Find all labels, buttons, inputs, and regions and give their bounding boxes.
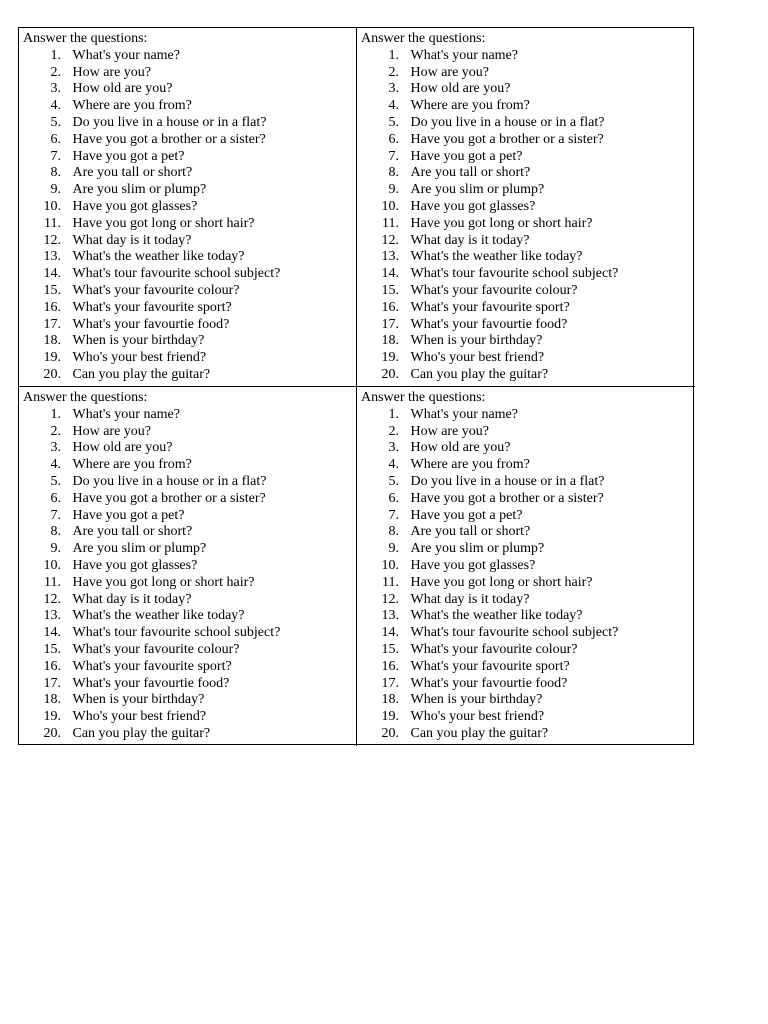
question-number: 17. [381,675,399,691]
question-number: 11. [382,574,399,590]
question-text: Are you slim or plump? [410,541,545,557]
question-item [361,149,695,166]
question-item [23,350,356,367]
question-item [23,424,356,441]
question-item [361,558,695,575]
question-text: What's tour favourite school subject? [72,266,281,282]
question-text: Have you got a pet? [72,148,185,164]
question-number: 20. [381,725,399,741]
question-number: 8. [388,524,399,540]
question-item [361,659,695,676]
worksheet-cell-bottom-right [357,387,695,746]
question-text: How are you? [72,64,152,80]
cell-heading: Answer the questions: [361,390,486,405]
question-item [23,199,356,216]
worksheet-cell-top-left [19,28,357,387]
question-list [361,48,695,384]
question-text: What's your favourite sport? [72,658,232,674]
question-item [361,48,695,65]
question-number: 15. [43,282,61,298]
question-number: 12. [43,232,61,248]
question-item [23,149,356,166]
question-item [361,524,695,541]
question-item [23,575,356,592]
question-text: What's tour favourite school subject? [410,625,619,641]
question-item [23,233,356,250]
question-text: Are you slim or plump? [72,182,207,198]
question-text: Can you play the guitar? [410,725,549,741]
question-text: Have you got glasses? [72,557,198,573]
question-number: 19. [381,709,399,725]
question-item [361,709,695,726]
question-number: 5. [388,114,399,130]
question-number: 8. [388,165,399,181]
question-item [361,440,695,457]
question-item [361,266,695,283]
question-number: 18. [43,333,61,349]
question-item [361,333,695,350]
question-item [361,508,695,525]
question-text: Have you got a brother or a sister? [72,131,266,147]
question-item [361,216,695,233]
question-text: Have you got long or short hair? [410,215,593,231]
question-item [361,457,695,474]
question-number: 11. [382,215,399,231]
question-item [23,367,356,384]
question-text: Who's your best friend? [410,350,545,366]
question-text: How are you? [72,423,152,439]
question-item [361,676,695,693]
question-item [361,132,695,149]
question-item [23,216,356,233]
question-number: 18. [381,692,399,708]
question-item [361,98,695,115]
question-item [23,182,356,199]
question-number: 19. [43,350,61,366]
question-text: What's your favourite sport? [72,299,232,315]
question-item [23,249,356,266]
question-text: Have you got glasses? [410,557,536,573]
question-text: How old are you? [72,81,173,97]
question-number: 17. [43,316,61,332]
question-item [361,424,695,441]
question-text: What's your name? [410,406,518,422]
question-number: 2. [50,64,61,80]
question-number: 11. [44,574,61,590]
question-item [361,81,695,98]
question-item [23,625,356,642]
question-number: 14. [381,266,399,282]
question-number: 10. [43,198,61,214]
question-number: 13. [43,608,61,624]
question-text: Do you live in a house or in a flat? [410,114,605,130]
question-number: 13. [43,249,61,265]
question-text: Are you slim or plump? [410,182,545,198]
question-text: What's your name? [410,47,518,63]
question-text: What's your favourite colour? [72,641,240,657]
question-text: Are you tall or short? [410,165,531,181]
question-text: Have you got a brother or a sister? [410,131,604,147]
question-text: Are you tall or short? [72,524,193,540]
question-text: Have you got a brother or a sister? [410,490,604,506]
question-number: 12. [381,232,399,248]
question-number: 16. [381,658,399,674]
question-item [23,48,356,65]
question-text: What's your favourite colour? [410,282,578,298]
question-text: Have you got long or short hair? [72,215,255,231]
question-number: 16. [381,299,399,315]
question-number: 9. [50,182,61,198]
question-item [23,491,356,508]
question-number: 7. [388,148,399,164]
question-number: 9. [388,541,399,557]
question-item [361,592,695,609]
question-text: Have you got long or short hair? [410,574,593,590]
question-number: 10. [43,557,61,573]
question-number: 5. [50,114,61,130]
question-number: 18. [43,692,61,708]
question-number: 4. [388,457,399,473]
question-text: Have you got a pet? [410,507,523,523]
question-number: 19. [381,350,399,366]
question-item [23,524,356,541]
question-text: When is your birthday? [410,333,543,349]
question-number: 14. [43,625,61,641]
question-text: What's your favourtie food? [72,675,230,691]
question-item [23,283,356,300]
question-item [23,558,356,575]
question-item [361,692,695,709]
question-item [23,608,356,625]
question-item [361,115,695,132]
question-number: 13. [381,249,399,265]
question-list [23,407,356,743]
question-number: 13. [381,608,399,624]
question-item [23,726,356,743]
question-number: 2. [388,423,399,439]
question-number: 14. [43,266,61,282]
question-number: 5. [388,473,399,489]
question-item [23,508,356,525]
question-text: Can you play the guitar? [410,366,549,382]
question-item [23,132,356,149]
question-item [23,642,356,659]
question-item [361,474,695,491]
question-item [23,592,356,609]
question-text: What's the weather like today? [72,249,245,265]
question-number: 12. [43,591,61,607]
question-text: Do you live in a house or in a flat? [410,473,605,489]
question-item [23,115,356,132]
question-number: 19. [43,709,61,725]
question-text: Where are you from? [410,98,530,114]
question-text: What's your favourtie food? [72,316,230,332]
question-number: 14. [381,625,399,641]
question-number: 3. [50,440,61,456]
question-number: 9. [50,541,61,557]
worksheet-cell-top-right [357,28,695,387]
question-text: How old are you? [410,81,511,97]
question-number: 3. [388,81,399,97]
question-number: 7. [50,148,61,164]
question-number: 10. [381,557,399,573]
question-item [23,709,356,726]
question-text: What's your favourite sport? [410,658,570,674]
question-number: 3. [388,440,399,456]
question-text: What's your favourtie food? [410,675,568,691]
worksheet-cell-bottom-left [19,387,357,746]
question-item [23,266,356,283]
question-text: What's your favourite sport? [410,299,570,315]
question-text: When is your birthday? [410,692,543,708]
question-number: 6. [388,131,399,147]
question-number: 18. [381,333,399,349]
question-text: When is your birthday? [72,692,205,708]
question-text: How old are you? [410,440,511,456]
question-text: Who's your best friend? [72,709,207,725]
question-text: Are you tall or short? [410,524,531,540]
question-number: 17. [381,316,399,332]
question-number: 8. [50,165,61,181]
cell-heading: Answer the questions: [23,31,148,46]
question-item [23,541,356,558]
question-item [23,659,356,676]
question-text: Do you live in a house or in a flat? [72,473,267,489]
question-number: 20. [43,725,61,741]
question-item [361,726,695,743]
question-text: What's tour favourite school subject? [72,625,281,641]
worksheet-table [18,27,694,745]
question-text: What's the weather like today? [410,249,583,265]
question-text: Have you got glasses? [410,198,536,214]
question-number: 8. [50,524,61,540]
question-text: What's your favourtie food? [410,316,568,332]
question-text: What's your name? [72,406,180,422]
question-text: Have you got a brother or a sister? [72,490,266,506]
question-number: 15. [381,641,399,657]
question-item [361,317,695,334]
question-number: 1. [388,47,399,63]
question-text: When is your birthday? [72,333,205,349]
question-item [361,249,695,266]
question-text: Are you tall or short? [72,165,193,181]
question-item [361,491,695,508]
question-number: 1. [50,406,61,422]
question-number: 7. [50,507,61,523]
question-number: 1. [388,406,399,422]
question-number: 9. [388,182,399,198]
question-number: 4. [50,457,61,473]
question-number: 4. [50,98,61,114]
question-number: 20. [381,366,399,382]
question-number: 6. [388,490,399,506]
question-number: 7. [388,507,399,523]
question-text: What's the weather like today? [72,608,245,624]
question-number: 3. [50,81,61,97]
question-text: Where are you from? [410,457,530,473]
question-number: 11. [44,215,61,231]
question-text: What day is it today? [72,591,192,607]
question-item [361,642,695,659]
question-text: Who's your best friend? [72,350,207,366]
question-text: Have you got long or short hair? [72,574,255,590]
question-number: 16. [43,658,61,674]
question-item [361,608,695,625]
question-item [23,474,356,491]
question-item [361,350,695,367]
question-number: 2. [50,423,61,439]
question-text: What day is it today? [410,232,530,248]
question-text: Who's your best friend? [410,709,545,725]
question-item [23,457,356,474]
question-item [361,233,695,250]
question-number: 6. [50,131,61,147]
question-text: Have you got glasses? [72,198,198,214]
question-text: Can you play the guitar? [72,366,211,382]
question-item [361,541,695,558]
question-number: 2. [388,64,399,80]
question-item [361,407,695,424]
question-item [23,692,356,709]
question-number: 20. [43,366,61,382]
question-text: How are you? [410,423,490,439]
question-list [361,407,695,743]
question-number: 12. [381,591,399,607]
question-text: What's your name? [72,47,180,63]
cell-heading: Answer the questions: [23,390,148,405]
question-number: 10. [381,198,399,214]
question-text: What day is it today? [72,232,192,248]
question-list [23,48,356,384]
cell-heading: Answer the questions: [361,31,486,46]
question-text: What's your favourite colour? [410,641,578,657]
question-number: 16. [43,299,61,315]
question-number: 17. [43,675,61,691]
question-item [23,98,356,115]
question-text: Can you play the guitar? [72,725,211,741]
question-item [23,300,356,317]
question-item [23,333,356,350]
question-number: 6. [50,490,61,506]
question-text: Have you got a pet? [410,148,523,164]
question-number: 4. [388,98,399,114]
question-number: 1. [50,47,61,63]
question-number: 15. [381,282,399,298]
question-number: 15. [43,641,61,657]
question-text: Have you got a pet? [72,507,185,523]
question-item [361,283,695,300]
question-item [23,81,356,98]
question-text: How are you? [410,64,490,80]
question-text: How old are you? [72,440,173,456]
question-text: Where are you from? [72,457,192,473]
question-item [23,407,356,424]
question-item [361,300,695,317]
question-text: Do you live in a house or in a flat? [72,114,267,130]
question-text: Are you slim or plump? [72,541,207,557]
question-text: What's your favourite colour? [72,282,240,298]
question-item [361,367,695,384]
question-text: Where are you from? [72,98,192,114]
question-item [361,65,695,82]
question-item [361,182,695,199]
question-item [23,165,356,182]
question-text: What's the weather like today? [410,608,583,624]
question-item [361,625,695,642]
question-item [361,199,695,216]
question-item [361,165,695,182]
question-item [23,676,356,693]
question-item [23,440,356,457]
question-number: 5. [50,473,61,489]
question-text: What day is it today? [410,591,530,607]
question-item [23,317,356,334]
question-item [23,65,356,82]
question-item [361,575,695,592]
question-text: What's tour favourite school subject? [410,266,619,282]
